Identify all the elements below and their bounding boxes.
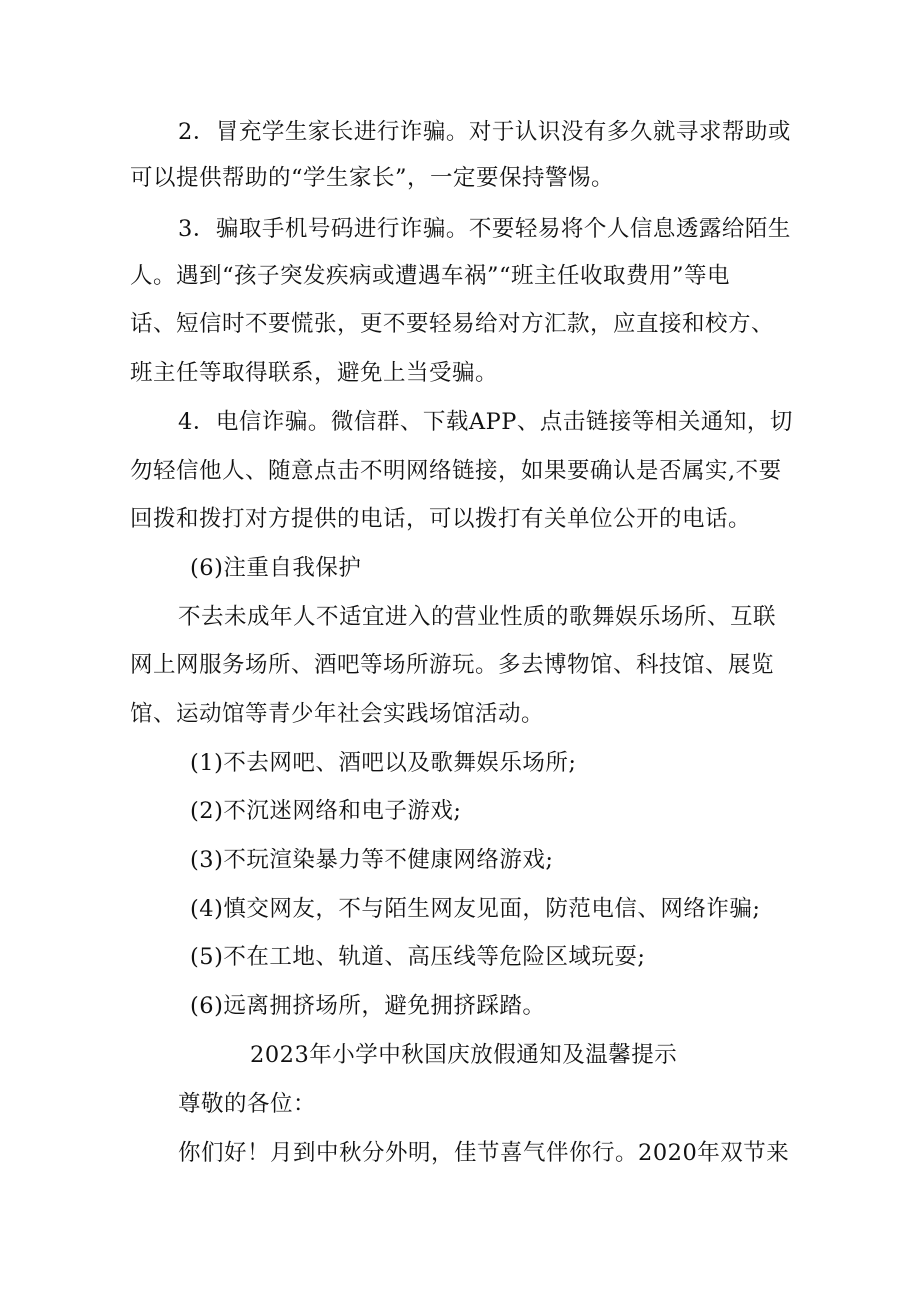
list-item: (2)不沉迷网络和电子游戏;: [190, 798, 462, 824]
paragraph-line: 班主任等取得联系，避免上当受骗。: [130, 360, 499, 386]
paragraph-line: 3．骗取手机号码进行诈骗。不要轻易将个人信息透露给陌生: [178, 216, 791, 242]
paragraph-line: 不去未成年人不适宜进入的营业性质的歌舞娱乐场所、互联: [178, 604, 777, 630]
paragraph-line: 话、短信时不要慌张，更不要轻易给对方汇款，应直接和校方、: [130, 311, 775, 337]
paragraph-line: 2．冒充学生家长进行诈骗。对于认识没有多久就寻求帮助或: [178, 119, 791, 145]
document-title: 2023年小学中秋国庆放假通知及温馨提示: [250, 1042, 678, 1068]
list-item: (4)慎交网友，不与陌生网友见面，防范电信、网络诈骗;: [190, 896, 761, 922]
paragraph-line: 回拨和拨打对方提供的电话，可以拨打有关单位公开的电话。: [130, 506, 752, 532]
list-item: (1)不去网吧、酒吧以及歌舞娱乐场所;: [190, 750, 577, 776]
paragraph-line: 你们好！月到中秋分外明，佳节喜气伴你行。2020年双节来: [178, 1140, 790, 1166]
salutation: 尊敬的各位：: [178, 1091, 317, 1117]
paragraph-line: 馆、运动馆等青少年社会实践场馆活动。: [130, 701, 545, 727]
list-item: (5)不在工地、轨道、高压线等危险区域玩耍;: [190, 944, 646, 970]
paragraph-line: 4．电信诈骗。微信群、下载APP、点击链接等相关通知，切: [178, 409, 793, 435]
paragraph-line: 可以提供帮助的“学生家长”，一定要保持警惕。: [130, 165, 615, 191]
paragraph-line: 网上网服务场所、酒吧等场所游玩。多去博物馆、科技馆、展览: [130, 652, 775, 678]
section-heading: (6)注重自我保护: [190, 555, 362, 581]
paragraph-line: 人。遇到“孩子突发疾病或遭遇车祸”“班主任收取费用”等电: [130, 263, 731, 289]
list-item: (6)远离拥挤场所，避免拥挤踩踏。: [190, 993, 546, 1019]
paragraph-line: 勿轻信他人、随意点击不明网络链接，如果要确认是否属实,不要: [130, 458, 782, 484]
list-item: (3)不玩渲染暴力等不健康网络游戏;: [190, 847, 554, 873]
